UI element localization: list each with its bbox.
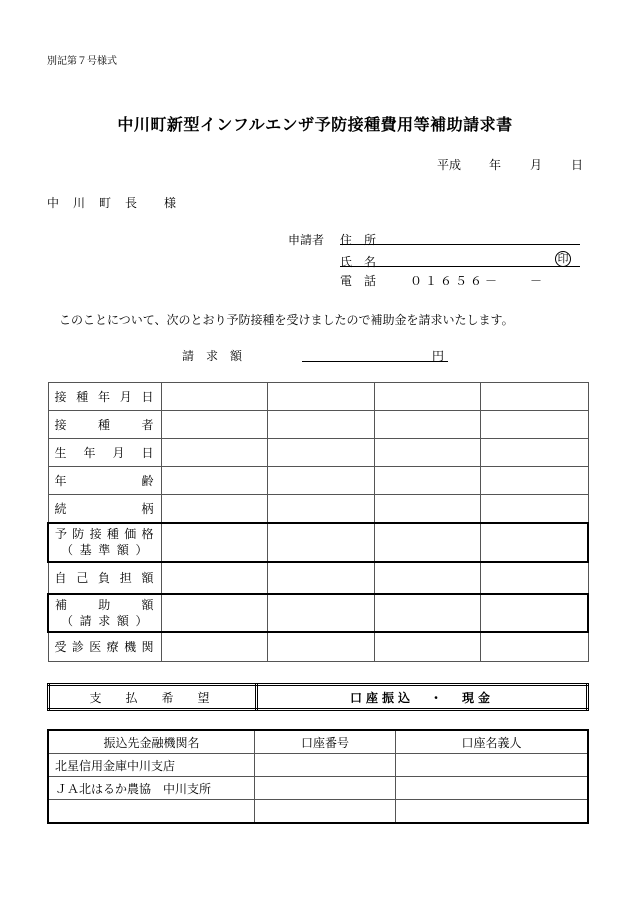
- bank-name-cell[interactable]: 北星信用金庫中川支店: [48, 754, 255, 777]
- table-cell[interactable]: [374, 523, 481, 562]
- table-cell[interactable]: [161, 383, 268, 411]
- date-day-label: 日: [571, 158, 584, 172]
- table-cell[interactable]: [161, 495, 268, 523]
- table-row: [48, 562, 588, 594]
- table-cell[interactable]: [374, 411, 481, 439]
- table-cell[interactable]: [161, 411, 268, 439]
- date-era: 平成: [437, 158, 462, 172]
- table-cell[interactable]: [161, 439, 268, 467]
- table-cell[interactable]: [481, 411, 588, 439]
- row-label: 続 柄: [48, 495, 161, 523]
- table-cell[interactable]: [374, 467, 481, 495]
- table-cell[interactable]: [161, 632, 268, 662]
- row-label: 補 助 額 （ 請 求 額 ）: [48, 594, 161, 632]
- table-cell[interactable]: [161, 594, 268, 632]
- bank-account-table: [47, 729, 589, 824]
- claim-amount-label: 請 求 額: [182, 349, 243, 363]
- account-number-cell[interactable]: [255, 800, 396, 824]
- table-cell[interactable]: [268, 523, 375, 562]
- table-row: [48, 495, 588, 523]
- table-cell[interactable]: [481, 495, 588, 523]
- account-number-cell[interactable]: [255, 754, 396, 777]
- table-cell[interactable]: [161, 523, 268, 562]
- table-row: [48, 800, 588, 824]
- table-row: [48, 383, 588, 411]
- applicant-label: 申請者: [288, 233, 325, 247]
- table-cell[interactable]: [374, 632, 481, 662]
- table-cell[interactable]: [374, 562, 481, 594]
- table-row: [48, 777, 588, 800]
- seal-mark: 印: [555, 251, 571, 267]
- date-month-label: 月: [530, 158, 543, 172]
- table-row: [48, 467, 588, 495]
- phone-label: 電 話: [340, 274, 377, 288]
- table-cell[interactable]: [481, 632, 588, 662]
- account-holder-cell[interactable]: [396, 777, 589, 800]
- table-row: [48, 594, 588, 632]
- header-bank-name: 振込先金融機関名: [48, 730, 255, 754]
- row-label: 年 齢: [48, 467, 161, 495]
- table-cell[interactable]: [374, 439, 481, 467]
- account-holder-cell[interactable]: [396, 800, 589, 824]
- table-cell[interactable]: [161, 467, 268, 495]
- table-row: [48, 411, 588, 439]
- payment-method-options[interactable]: 口座振込 ・ 現金: [257, 685, 588, 710]
- date-year-label: 年: [489, 158, 502, 172]
- table-row: [48, 523, 588, 562]
- form-number: 別記第７号様式: [47, 56, 117, 67]
- row-label: 自 己 負 担 額: [48, 562, 161, 594]
- table-cell[interactable]: [481, 594, 588, 632]
- row-label: 接 種 者: [48, 411, 161, 439]
- table-cell[interactable]: [268, 495, 375, 523]
- row-label: 受 診 医 療 機 関: [48, 632, 161, 662]
- claim-amount-field[interactable]: [302, 361, 448, 362]
- bank-name-cell[interactable]: [48, 800, 255, 824]
- account-number-cell[interactable]: [255, 777, 396, 800]
- name-field[interactable]: [340, 266, 580, 267]
- table-cell[interactable]: [268, 439, 375, 467]
- row-label: 予 防 接 種 価 格 （ 基 準 額 ）: [48, 523, 161, 562]
- address-label: 住 所: [340, 233, 377, 247]
- account-holder-cell[interactable]: [396, 754, 589, 777]
- header-account-number: 口座番号: [255, 730, 396, 754]
- table-cell[interactable]: [374, 594, 481, 632]
- addressee: 中 川 町 長 様: [47, 196, 178, 210]
- page-title: 中川町新型インフルエンザ予防接種費用等補助請求書: [117, 115, 513, 134]
- table-cell[interactable]: [481, 383, 588, 411]
- table-cell[interactable]: [268, 411, 375, 439]
- table-header-row: [48, 730, 588, 754]
- yen-unit: 円: [432, 349, 445, 363]
- table-cell[interactable]: [481, 439, 588, 467]
- payment-label: 支 払 希 望: [49, 685, 257, 710]
- vaccination-detail-table: [47, 382, 589, 662]
- header-account-holder: 口座名義人: [396, 730, 589, 754]
- table-cell[interactable]: [268, 632, 375, 662]
- payment-preference-table: [47, 683, 589, 711]
- table-cell[interactable]: [268, 467, 375, 495]
- table-cell[interactable]: [374, 383, 481, 411]
- row-label: 生 年 月 日: [48, 439, 161, 467]
- phone-value[interactable]: ０１６５６－ －: [410, 274, 546, 288]
- statement-text: このことについて、次のとおり予防接種を受けましたので補助金を請求いたします。: [59, 313, 514, 327]
- row-label: 接 種 年 月 日: [48, 383, 161, 411]
- table-cell[interactable]: [268, 562, 375, 594]
- table-cell[interactable]: [161, 562, 268, 594]
- name-label: 氏 名: [340, 255, 377, 269]
- bank-name-cell[interactable]: ＪＡ北はるか農協 中川支所: [48, 777, 255, 800]
- table-cell[interactable]: [268, 594, 375, 632]
- table-row: [48, 754, 588, 777]
- table-cell[interactable]: [481, 467, 588, 495]
- address-field[interactable]: [340, 244, 580, 245]
- table-cell[interactable]: [481, 523, 588, 562]
- table-cell[interactable]: [268, 383, 375, 411]
- table-cell[interactable]: [374, 495, 481, 523]
- table-row: [48, 439, 588, 467]
- table-cell[interactable]: [481, 562, 588, 594]
- table-row: [48, 632, 588, 662]
